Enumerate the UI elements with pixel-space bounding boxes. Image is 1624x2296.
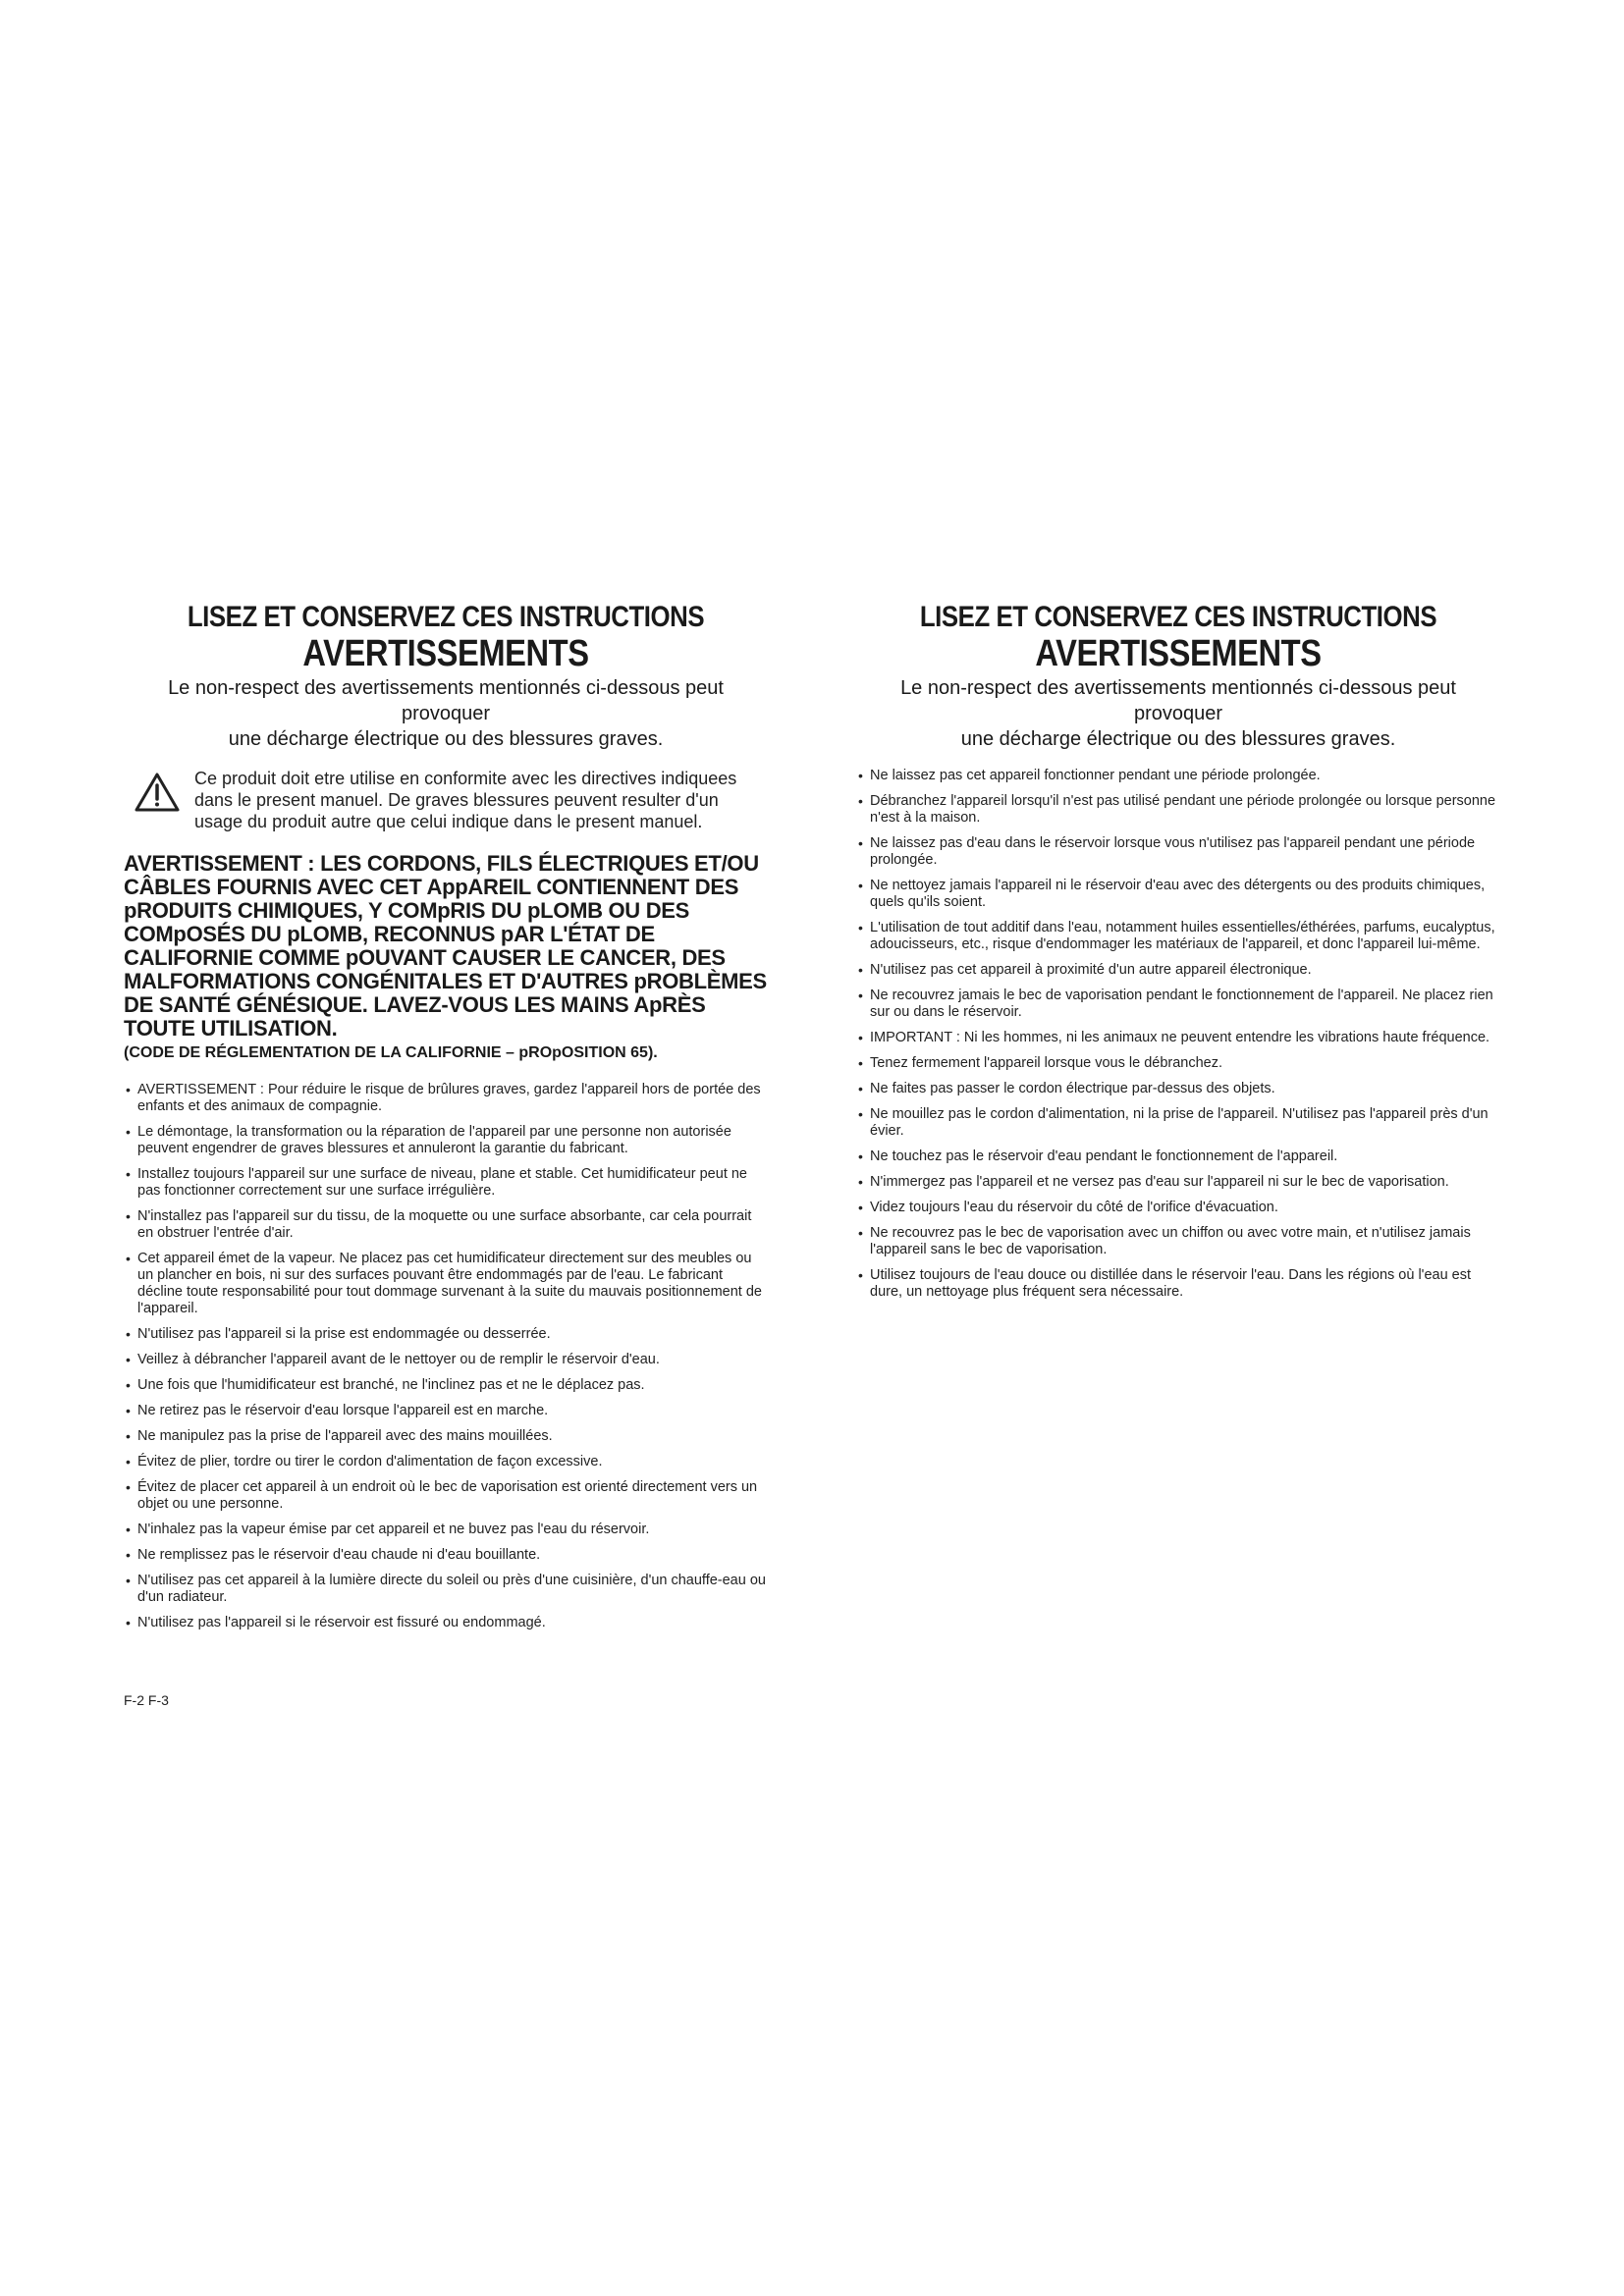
list-item: • Débranchez l'appareil lorsqu'il n'est pas utilisé pendant une période prolongée ou lorsque personne n'est à la maison. <box>856 793 1500 827</box>
intro-line: Le non-respect des avertissements mentionnés ci-dessous peut provoquer <box>168 677 724 724</box>
list-item: • Ne mouillez pas le cordon d'alimentation, ni la prise de l'appareil. N'utilisez pas l'appareil près d'un évier. <box>856 1106 1500 1140</box>
list-item: • N'utilisez pas l'appareil si la prise est endommagée ou desserrée. <box>124 1326 768 1343</box>
list-item: • Ne retirez pas le réservoir d'eau lorsque l'appareil est en marche. <box>124 1403 768 1419</box>
list-item: • AVERTISSEMENT : Pour réduire le risque de brûlures graves, gardez l'appareil hors de portée des enfants et des animaux de compagnie. <box>124 1082 768 1115</box>
list-item: • Ne touchez pas le réservoir d'eau pendant le fonctionnement de l'appareil. <box>856 1148 1500 1165</box>
list-item: • Cet appareil émet de la vapeur. Ne placez pas cet humidificateur directement sur des meubles ou un plancher en bois, ni sur des surfaces pouvant être endommagés par de l'eau. Le fabricant décline toute responsabilité pour tout dommage survenant à la suite du mauvais positionnement de l'appareil. <box>124 1251 768 1317</box>
page-numbers: F-2 F-3 <box>124 1692 169 1708</box>
list-item: • N'installez pas l'appareil sur du tissu, de la moquette ou une surface absorbante, car cela pourrait en obstruer l'entrée d'air. <box>124 1208 768 1242</box>
warning-text: Ce produit doit etre utilise en conformite avec les directives indiquees dans le present manuel. De graves blessures peuvent resulter d'un usage du produit autre que celui indique dans le present manuel. <box>194 769 737 831</box>
list-item: • Ne faites pas passer le cordon électrique par-dessus des objets. <box>856 1081 1500 1097</box>
list-item: • Installez toujours l'appareil sur une surface de niveau, plane et stable. Cet humidificateur peut ne pas fonctionner correctement sur une surface irrégulière. <box>124 1166 768 1200</box>
page-heading: LISEZ ET CONSERVEZ CES INSTRUCTIONS <box>187 601 705 633</box>
list-item: • N'inhalez pas la vapeur émise par cet appareil et ne buvez pas l'eau du réservoir. <box>124 1522 768 1538</box>
page-heading: LISEZ ET CONSERVEZ CES INSTRUCTIONS <box>919 601 1437 633</box>
page-subheading: AVERTISSEMENTS <box>1035 633 1322 674</box>
intro-text <box>124 675 768 752</box>
list-item: • Tenez fermement l'appareil lorsque vous le débranchez. <box>856 1055 1500 1072</box>
list-item: • N'immergez pas l'appareil et ne versez pas d'eau sur l'appareil ni sur le bec de vaporisation. <box>856 1174 1500 1191</box>
list-item: • Videz toujours l'eau du réservoir du côté de l'orifice d'évacuation. <box>856 1200 1500 1216</box>
list-item: • Ne laissez pas d'eau dans le réservoir lorsque vous n'utilisez pas l'appareil pendant une période prolongée. <box>856 835 1500 869</box>
intro-line: une décharge électrique ou des blessures graves. <box>960 728 1396 750</box>
list-item: • Évitez de placer cet appareil à un endroit où le bec de vaporisation est orienté directement vers un objet ou une personne. <box>124 1479 768 1513</box>
list-item: • Ne manipulez pas la prise de l'appareil avec des mains mouillées. <box>124 1428 768 1445</box>
warning-notice <box>124 768 768 832</box>
prop65-code: (CODE DE RÉGLEMENTATION DE LA CALIFORNIE – pROpOSITION 65). <box>124 1044 658 1061</box>
prop65-warning: AVERTISSEMENT : LES CORDONS, FILS ÉLECTRIQUES ET/OU CÂBLES FOURNIS AVEC CET AppAREIL CONTIENNENT DES pRODUITS CHIMIQUES, Y COMpRIS DU pLOMB OU DES COMpOSÉS DU pLOMB, RECONNUS pAR L'ÉTAT DE CALIFORNIE COMME pOUVANT CAUSER LE CANCER, DES MALFORMATIONS CONGÉNITALES ET D'AUTRES pROBLÈMES DE SANTÉ GÉNÉSIQUE. LAVEZ-VOUS LES MAINS ApRÈS TOUTE UTILISATION. <box>124 851 767 1041</box>
list-item: • L'utilisation de tout additif dans l'eau, notamment huiles essentielles/éthérées, parfums, eucalyptus, adoucisseurs, etc., risque d'endommager les matériaux de l'appareil, et donc l'appareil lui-même. <box>856 920 1500 953</box>
list-item: • Une fois que l'humidificateur est branché, ne l'inclinez pas et ne le déplacez pas. <box>124 1377 768 1394</box>
warning-list <box>124 1082 768 1631</box>
list-item: • N'utilisez pas cet appareil à la lumière directe du soleil ou près d'une cuisinière, d'un chauffe-eau ou d'un radiateur. <box>124 1573 768 1606</box>
left-page <box>124 601 768 1640</box>
intro-line: une décharge électrique ou des blessures graves. <box>228 728 664 750</box>
list-item: • N'utilisez pas cet appareil à proximité d'un autre appareil électronique. <box>856 962 1500 979</box>
page-subheading: AVERTISSEMENTS <box>302 633 589 674</box>
warning-list <box>856 768 1500 1301</box>
right-page <box>856 601 1500 1309</box>
list-item: • Ne recouvrez jamais le bec de vaporisation pendant le fonctionnement de l'appareil. Ne placez rien sur ou dans le réservoir. <box>856 988 1500 1021</box>
list-item: • N'utilisez pas l'appareil si le réservoir est fissuré ou endommagé. <box>124 1615 768 1631</box>
warning-triangle-icon <box>134 772 181 813</box>
list-item: • Le démontage, la transformation ou la réparation de l'appareil par une personne non autorisée peuvent engendrer de graves blessures et annuleront la garantie du fabricant. <box>124 1124 768 1157</box>
intro-text <box>856 675 1500 752</box>
list-item: • Utilisez toujours de l'eau douce ou distillée dans le réservoir l'eau. Dans les régions où l'eau est dure, un nettoyage plus fréquent sera nécessaire. <box>856 1267 1500 1301</box>
list-item: • Ne remplissez pas le réservoir d'eau chaude ni d'eau bouillante. <box>124 1547 768 1564</box>
list-item: • Veillez à débrancher l'appareil avant de le nettoyer ou de remplir le réservoir d'eau. <box>124 1352 768 1368</box>
list-item: • IMPORTANT : Ni les hommes, ni les animaux ne peuvent entendre les vibrations haute fréquence. <box>856 1030 1500 1046</box>
intro-line: Le non-respect des avertissements mentionnés ci-dessous peut provoquer <box>900 677 1456 724</box>
list-item: • Évitez de plier, tordre ou tirer le cordon d'alimentation de façon excessive. <box>124 1454 768 1470</box>
list-item: • Ne laissez pas cet appareil fonctionner pendant une période prolongée. <box>856 768 1500 784</box>
list-item: • Ne recouvrez pas le bec de vaporisation avec un chiffon ou avec votre main, et n'utilisez jamais l'appareil sans le bec de vaporisation. <box>856 1225 1500 1258</box>
list-item: • Ne nettoyez jamais l'appareil ni le réservoir d'eau avec des détergents ou des produits chimiques, quels qu'ils soient. <box>856 878 1500 911</box>
